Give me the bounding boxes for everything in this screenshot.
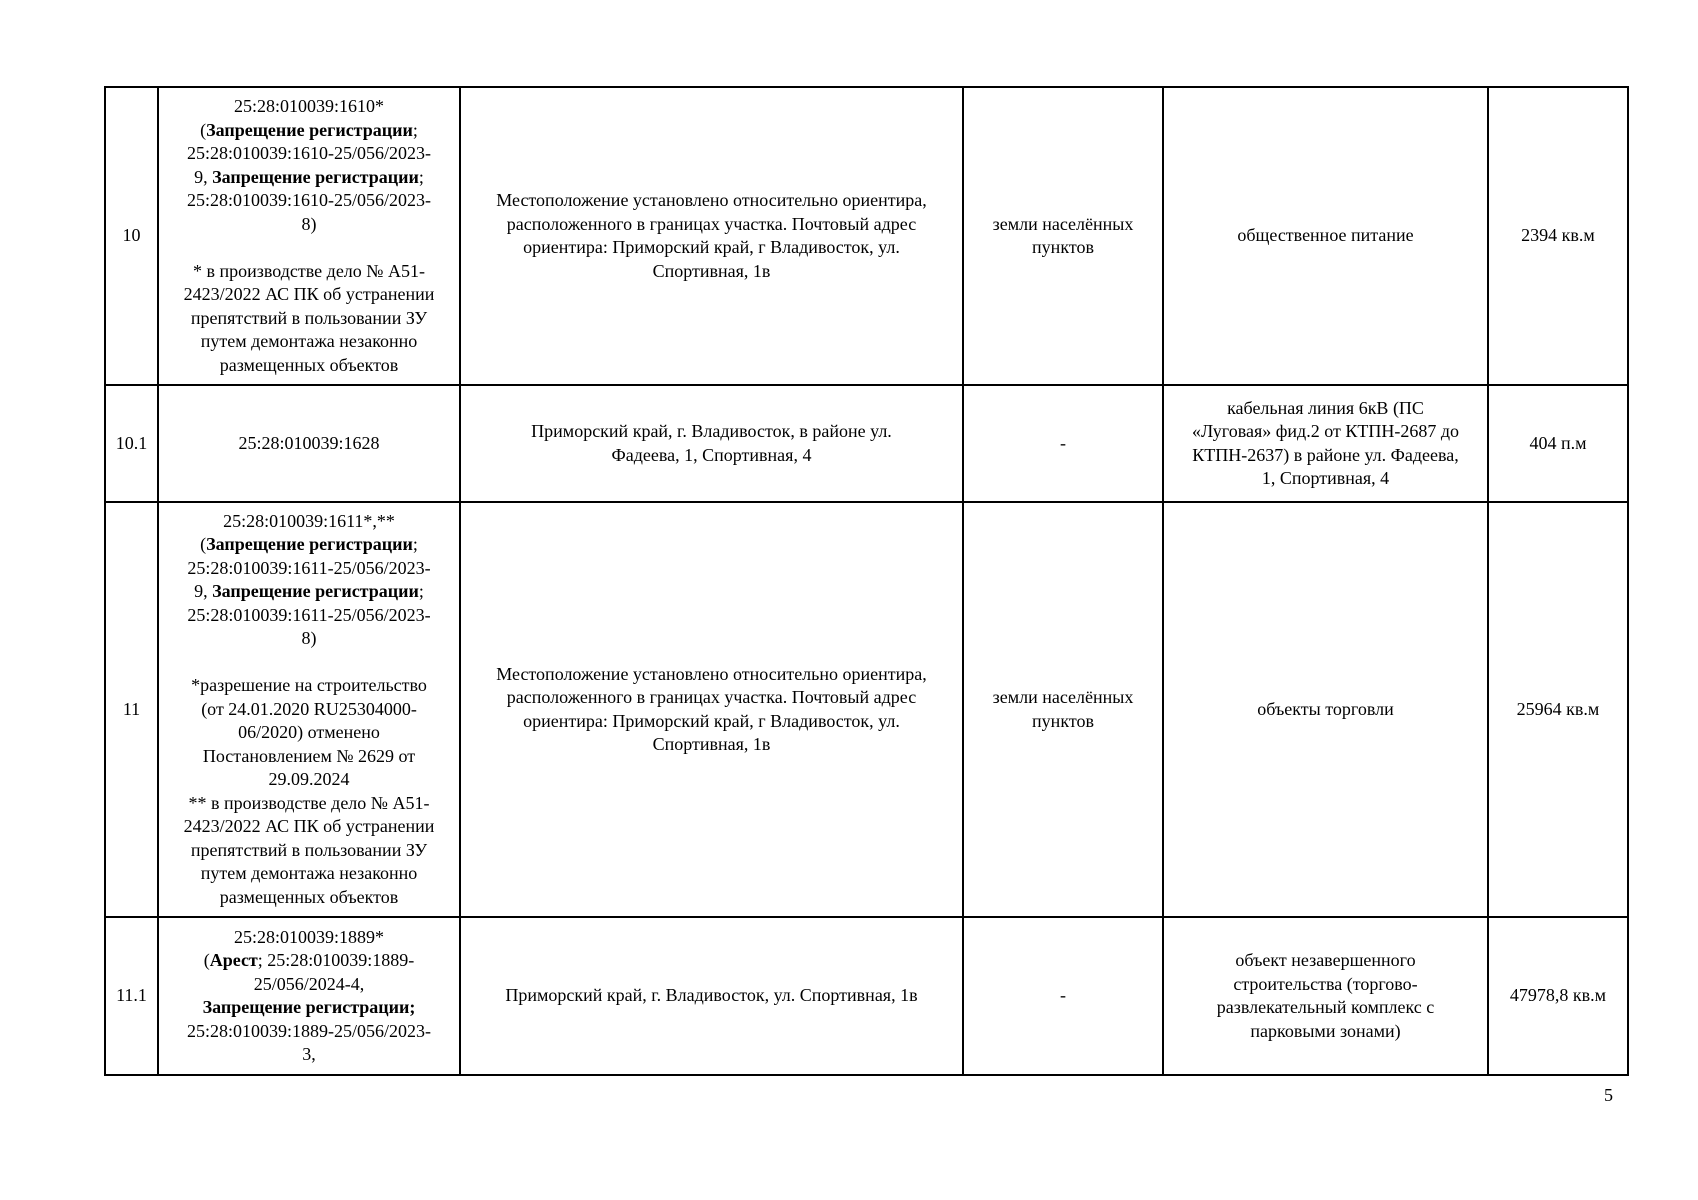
note-line: размещенных объектов (219, 886, 399, 907)
category-line: пунктов (1032, 237, 1094, 257)
location-cell (460, 917, 963, 1075)
usage-line: парковыми зонами) (1250, 1020, 1401, 1041)
usage-line: «Луговая» фид.2 от КТПН-2687 до (1192, 421, 1459, 441)
permitted-use-cell (1163, 385, 1488, 502)
usage-line: объект незавершенного (1235, 950, 1416, 970)
location-line: Местоположение установлено относительно ориентира, (496, 190, 927, 210)
encumbrance-line: (Арест; 25:28:010039:1889- (203, 950, 415, 970)
encumbrance-line: 3, (302, 1044, 316, 1064)
land-category-cell (963, 87, 1163, 385)
area-cell: 47978,8 кв.м (1488, 917, 1628, 1075)
location-line: Спортивная, 1в (652, 260, 771, 281)
encumbrance-line: 25:28:010039:1610-25/056/2023- (187, 190, 431, 210)
encumbrance-line: (Запрещение регистрации; (200, 119, 418, 140)
area-cell: 25964 кв.м (1488, 502, 1628, 917)
note-line: размещенных объектов (219, 354, 399, 375)
location-line: расположенного в границах участка. Почтовый адрес (506, 213, 917, 234)
note-line: 06/2020) отменено (238, 722, 380, 743)
encumbrance-line: 9, Запрещение регистрации; (194, 581, 424, 602)
note-line: ** в производстве дело № А51- (188, 792, 430, 813)
category-line: - (1060, 985, 1066, 1006)
category-line: пунктов (1032, 710, 1094, 731)
location-line: ориентира: Приморский край, г Владивосток, ул. (523, 237, 900, 257)
land-category-cell (963, 502, 1163, 917)
area-cell: 404 п.м (1488, 385, 1628, 502)
location-line: ориентира: Приморский край, г Владивосток, ул. (523, 710, 900, 731)
location-line: Местоположение установлено относительно ориентира, (496, 663, 927, 684)
permitted-use-cell (1163, 917, 1488, 1075)
location-cell (460, 502, 963, 917)
table-row (105, 385, 1628, 502)
cadastral-number: 25:28:010039:1611*,** (223, 510, 395, 531)
category-line: земли населённых (992, 687, 1134, 707)
location-line: Спортивная, 1в (652, 734, 771, 754)
note-line: * в производстве дело № А51- (193, 260, 425, 281)
cadastral-cell (158, 917, 460, 1075)
note-line: путем демонтажа незаконно (200, 863, 418, 884)
usage-line: кабельная линия 6кВ (ПС (1227, 397, 1424, 418)
permitted-use-cell (1163, 87, 1488, 385)
category-line: - (1060, 432, 1066, 453)
location-line: Фадеева, 1, Спортивная, 4 (611, 444, 812, 465)
permitted-use-cell (1163, 502, 1488, 917)
land-plots-table (104, 86, 1629, 1076)
note-line: (от 24.01.2020 RU25304000- (201, 698, 417, 719)
row-number: 11.1 (105, 917, 158, 1075)
note-line: Постановлением № 2629 от (202, 745, 416, 766)
usage-line: КТПН-2637) в районе ул. Фадеева, (1192, 444, 1459, 465)
land-category-cell (963, 917, 1163, 1075)
encumbrance-line: 25:28:010039:1611-25/056/2023- (187, 604, 431, 625)
encumbrance-line: 25:28:010039:1610-25/056/2023- (187, 143, 431, 163)
land-category-cell (963, 385, 1163, 502)
row-number: 10.1 (105, 385, 158, 502)
page-number: 5 (1604, 1085, 1613, 1105)
note-line: препятствий в пользовании ЗУ (190, 839, 428, 860)
usage-line: строительства (торгово- (1233, 973, 1418, 994)
location-line: Приморский край, г. Владивосток, в районе ул. (531, 421, 892, 441)
note-line: 2423/2022 АС ПК об устранении (183, 816, 435, 837)
encumbrance-line: 25:28:010039:1611-25/056/2023- (187, 557, 431, 578)
encumbrance-line: Запрещение регистрации; (202, 997, 416, 1017)
row-number: 11 (105, 502, 158, 917)
usage-line: 1, Спортивная, 4 (1261, 468, 1390, 488)
cadastral-number: 25:28:010039:1610* (233, 96, 384, 116)
note-line: 2423/2022 АС ПК об устранении (183, 284, 435, 304)
encumbrance-line: 25/056/2024-4, (253, 973, 365, 994)
encumbrance-line: 8) (301, 628, 317, 649)
table-row (105, 502, 1628, 917)
cadastral-cell (158, 385, 460, 502)
note-line: 29.09.2024 (268, 769, 350, 790)
note-line: препятствий в пользовании ЗУ (190, 307, 428, 328)
encumbrance-line: 9, Запрещение регистрации; (194, 166, 424, 187)
row-number: 10 (105, 87, 158, 385)
encumbrance-line: 8) (301, 213, 317, 234)
location-line: расположенного в границах участка. Почтовый адрес (506, 687, 917, 707)
location-cell (460, 385, 963, 502)
table-row (105, 917, 1628, 1075)
area-cell: 2394 кв.м (1488, 87, 1628, 385)
location-cell (460, 87, 963, 385)
location-line: Приморский край, г. Владивосток, ул. Спортивная, 1в (505, 985, 918, 1006)
usage-line: общественное питание (1237, 225, 1414, 246)
table-row (105, 87, 1628, 385)
cadastral-cell (158, 502, 460, 917)
cadastral-cell (158, 87, 460, 385)
usage-line: развлекательный комплекс с (1216, 997, 1435, 1017)
note-line: путем демонтажа незаконно (200, 331, 418, 351)
encumbrance-line: (Запрещение регистрации; (200, 534, 418, 555)
note-line: *разрешение на строительство (191, 675, 427, 696)
cadastral-number: 25:28:010039:1628 (238, 432, 380, 453)
usage-line: объекты торговли (1257, 698, 1394, 719)
category-line: земли населённых (992, 213, 1134, 234)
cadastral-number: 25:28:010039:1889* (233, 926, 384, 947)
encumbrance-line: 25:28:010039:1889-25/056/2023- (187, 1020, 431, 1041)
